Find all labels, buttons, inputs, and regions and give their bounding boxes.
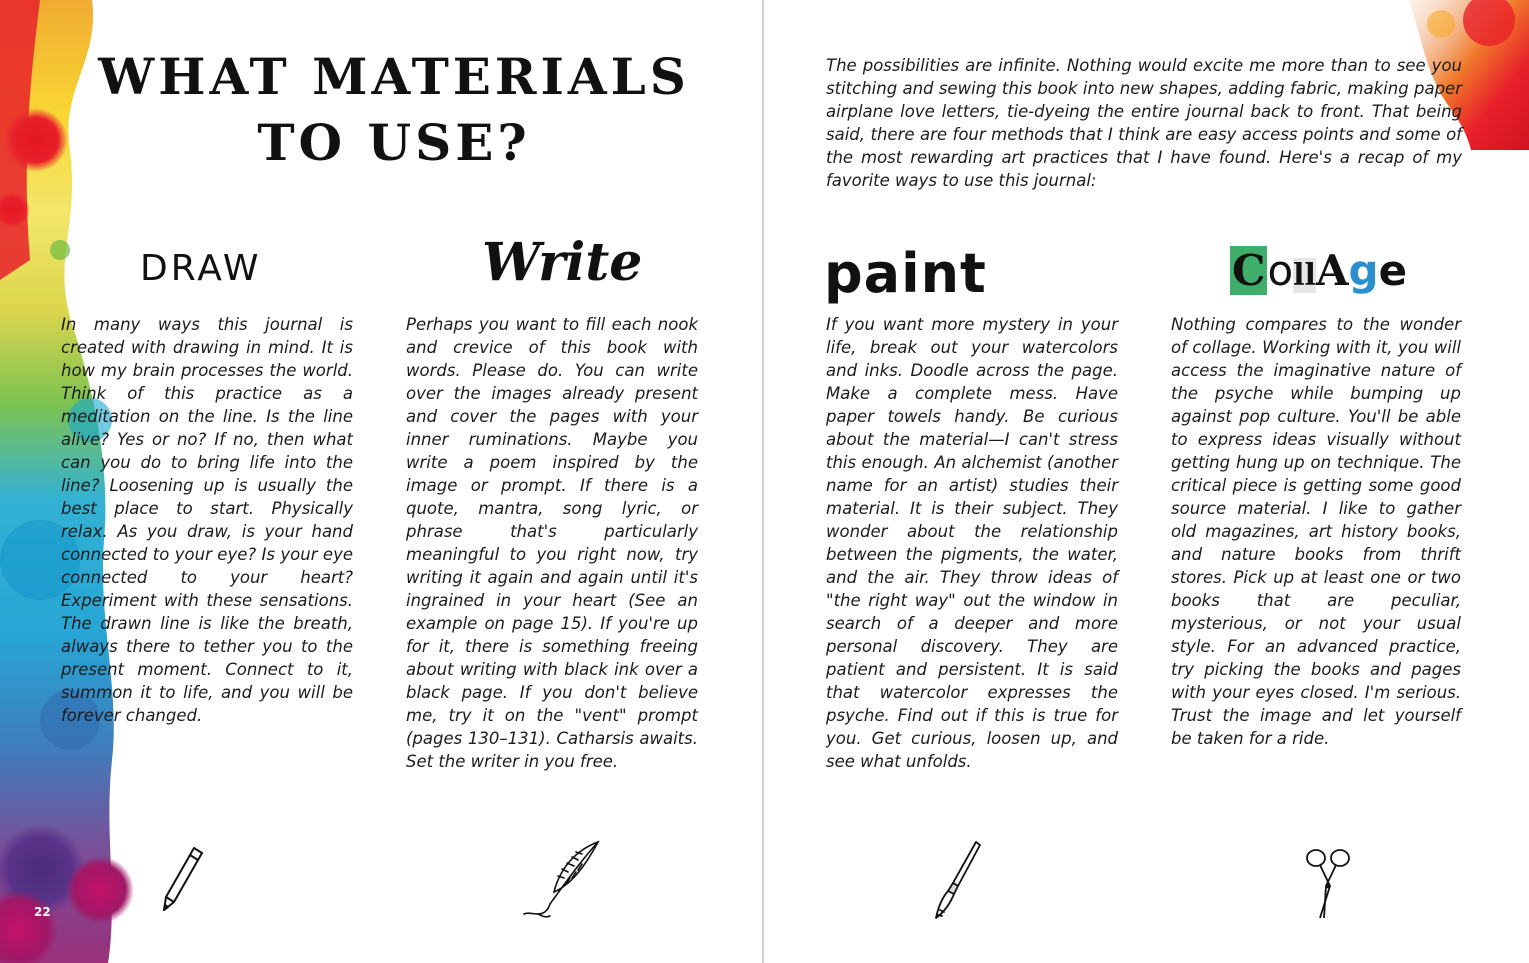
draw-heading: DRAW: [140, 248, 262, 289]
write-heading: Write: [482, 232, 643, 293]
intro-text: The possibilities are infinite. Nothing would excite me more than to see you stitching and sewing this book into new shapes, adding fabric, making paper airplane love letters, tie-dyeing the entire journal back to front. That being said, there are four methods that I think are easy access points and some of the most rewarding art practices that I have found. Here's a recap of my favorite ways to use this journal:: [826, 56, 1462, 190]
write-text: Perhaps you want to fill each nook and crevice of this book with words. Please do. You can write over the images already present and cover the pages with your inner ruminations. Maybe you write a poem inspired by the image or prompt. If there is a quote, mantra, song lyric, or phrase that's particularly meaningful to you right now, try writing it again and again until it's ingrained in your heart (See an example on page 15). If you're up for it, there is something freeing about writing with black ink over a black page. If you don't believe me, try it on the "vent" prompt (pages 130–131). Catharsis awaits. Set the writer in you free.: [406, 315, 698, 771]
page-title-line-1: WHAT MATERIALS: [98, 47, 690, 106]
page-number: 22: [34, 905, 51, 919]
paint-text: If you want more mystery in your life, break out your watercolors and inks. Doodle across the page. Make a complete mess. Have paper towels handy. Be curious about the material—I can't stress this enough. An alchemist (another name for an artist) studies their material. It is their subject. They wonder about the relationship between the pigments, the water, and the air. They throw ideas of "the right way" out the window in search of a deeper and more personal discovery. They are patient and persistent. It is said that watercolor expresses the psyche. Find out if this is true for you. Get curious, loosen up, and see what unfolds.: [826, 315, 1118, 771]
collage-text: Nothing compares to the wonder of collage. Working with it, you will access the imaginative nature of the psyche while bumping up against pop culture. You'll be able to express ideas visually without getting hung up on technique. The critical piece is getting some good source material. I like to gather old magazines, art history books, and nature books from thrift stores. Pick up at least one or two books that are peculiar, mysterious, or not your usual style. For an advanced practice, try picking the books and pages with your eyes closed. I'm serious. Trust the image and let yourself be taken for a ride.: [1171, 315, 1461, 748]
collage-letter-2: o: [1267, 246, 1294, 295]
collage-letter-1: C: [1232, 246, 1266, 295]
collage-letter-3: ll: [1293, 258, 1316, 293]
quill-icon: [520, 838, 604, 922]
pencil-icon: [160, 844, 204, 916]
left-page: [0, 0, 762, 963]
page-title: [60, 44, 728, 176]
right-page: [764, 0, 1529, 963]
collage-letter-6: e: [1378, 246, 1408, 295]
collage-letter-5: g: [1348, 246, 1379, 295]
scissors-icon: [1304, 846, 1352, 922]
collage-letter-4: A: [1315, 246, 1349, 295]
page-title-line-2: TO USE?: [257, 113, 531, 172]
draw-text: In many ways this journal is created with drawing in mind. It is how my brain processes the world. Think of this practice as a meditation on the line. Is the line alive? Yes or no? If no, then what can you do to bring life into the line? Loosening up is usually the best place to start. Physically relax. As you draw, is your hand connected to your eye? Is your eye connected to your heart? Experiment with these sensations. The drawn line is like the breath, always there to tether you to the present moment. Connect to it, summon it to life, and you will be forever changed.: [61, 315, 353, 725]
paint-heading: paint: [824, 242, 987, 305]
collage-heading: [1230, 246, 1407, 295]
paintbrush-icon: [932, 840, 982, 922]
